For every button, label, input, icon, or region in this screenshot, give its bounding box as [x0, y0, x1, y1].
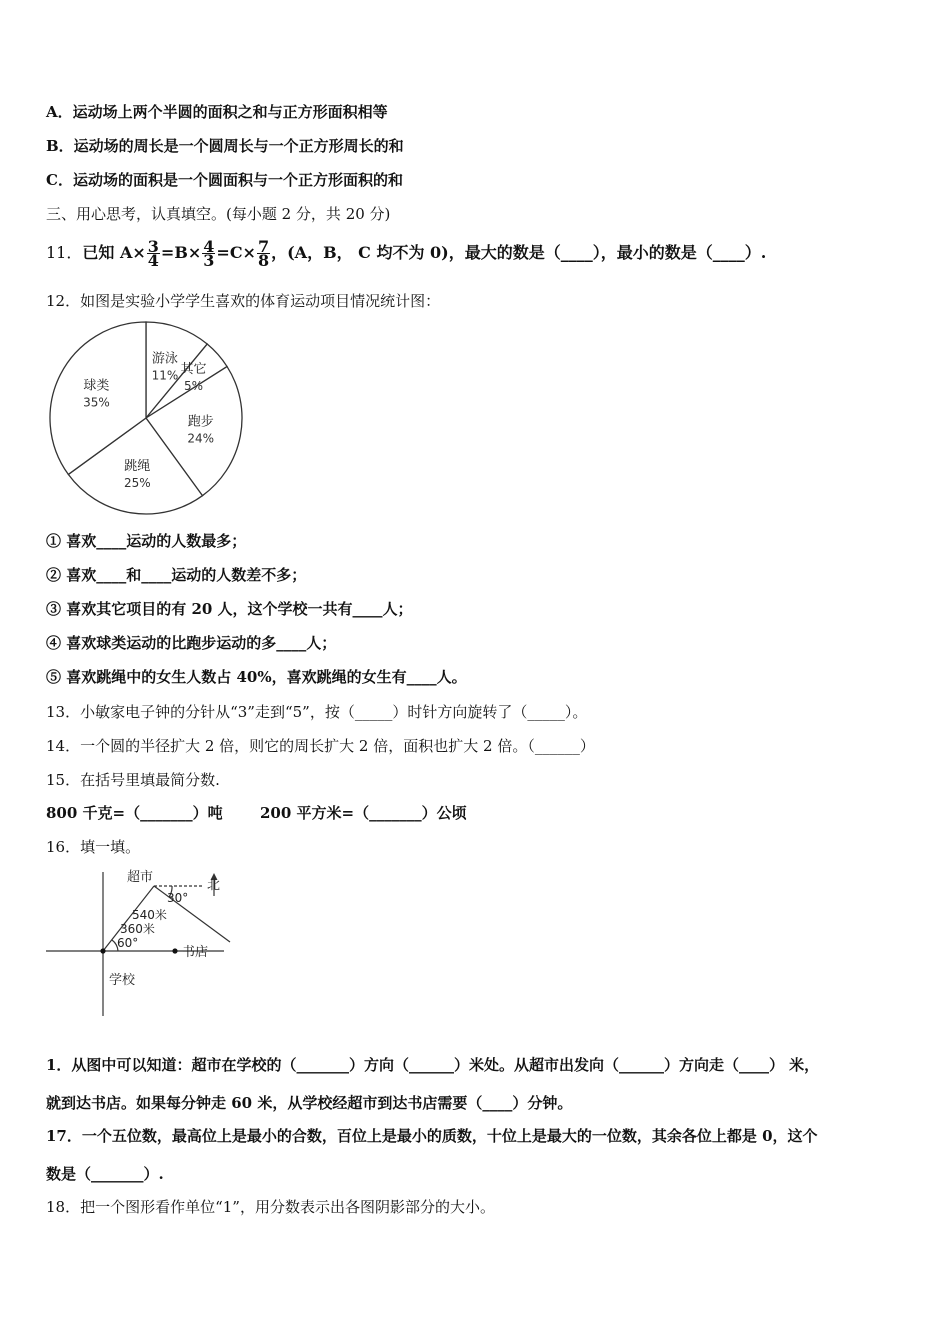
q11-mid2: =C× [216, 243, 256, 262]
pie-percent-1: 5% [183, 379, 204, 394]
q12-statement-3: ③ 喜欢其它项目的有 20 人，这个学校一共有____人； [46, 600, 413, 618]
q11-suffix: ，(A，B， C 均不为 0)，最大的数是（____），最小的数是（____）. [271, 243, 767, 262]
option-a: A．运动场上两个半圆的面积之和与正方形面积相等 [46, 103, 388, 121]
pie-percent-2: 24% [187, 431, 215, 446]
label-school: 学校 [109, 973, 136, 988]
bookstore-point [172, 948, 177, 953]
question-14: 14．一个圆的半径扩大 2 倍，则它的周长扩大 2 倍，面积也扩大 2 倍。（______） [46, 737, 595, 755]
label-360m: 360米 [120, 922, 155, 936]
label-angle-30: 30° [167, 891, 189, 905]
q11-mid1: =B× [160, 243, 202, 262]
pie-label-2: 跑步 [187, 414, 214, 430]
q11-f1-den: 4 [147, 251, 159, 270]
school-point [100, 948, 105, 953]
question-13: 13．小敏家电子钟的分针从“3”走到“5”，按（_____）时针方向旋转了（_____）。 [46, 703, 588, 721]
pie-label-1: 其它 [180, 362, 207, 378]
option-b: B．运动场的周长是一个圆周长与一个正方形周长的和 [46, 137, 404, 155]
label-540m: 540米 [132, 908, 167, 922]
pie-label-0: 游泳 [151, 351, 178, 367]
q11-f1-num: 3 [147, 237, 159, 256]
q12-statement-5: ⑤ 喜欢跳绳中的女生人数占 40%，喜欢跳绳的女生有____人。 [46, 668, 467, 686]
q17-line2: 数是（_______）. [46, 1165, 164, 1183]
q11-fraction-2 [202, 237, 215, 270]
q16-sub1-line1: 1．从图中可以知道：超市在学校的（_______）方向（______）米处。从超市出发向（______）方向走（____） 米， [46, 1056, 820, 1074]
q17-line1: 17．一个五位数，最高位上是最小的合数，百位上是最小的质数，十位上是最大的一位数，其余各位上都是 0，这个 [46, 1127, 818, 1145]
q11-f3-den: 8 [257, 251, 270, 270]
direction-map [44, 864, 244, 1020]
pie-percent-4: 35% [83, 395, 110, 410]
q11-f2-den: 3 [203, 251, 215, 270]
question-15: 15．在括号里填最简分数. [46, 771, 220, 789]
q15-item-a: 800 千克=（_______）吨 [46, 804, 223, 822]
option-c: C．运动场的面积是一个圆面积与一个正方形面积的和 [46, 171, 403, 189]
question-18: 18．把一个图形看作单位“1”，用分数表示出各图阴影部分的大小。 [46, 1198, 495, 1216]
q12-statement-1: ① 喜欢____运动的人数最多； [46, 532, 247, 550]
pie-label-4: 球类 [83, 378, 110, 394]
q15-item-b: 200 平方米=（_______）公顷 [260, 804, 467, 822]
section-heading: 三、用心思考，认真填空。(每小题 2 分，共 20 分) [46, 205, 391, 223]
label-angle-60: 60° [117, 936, 139, 950]
question-11 [46, 237, 767, 270]
pie-chart [46, 318, 246, 518]
question-16: 16．填一填。 [46, 838, 141, 856]
label-supermarket: 超市 [127, 870, 154, 885]
question-12: 12．如图是实验小学学生喜欢的体育运动项目情况统计图： [46, 292, 441, 310]
q12-statement-4: ④ 喜欢球类运动的比跑步运动的多____人； [46, 634, 337, 652]
pie-percent-0: 11% [151, 368, 179, 383]
q16-sub1-line2: 就到达书店。如果每分钟走 60 米，从学校经超市到达书店需要（____）分钟。 [46, 1094, 573, 1112]
q11-number: 11． [46, 243, 83, 262]
label-north: 北 [207, 878, 221, 893]
q11-f3-num: 7 [257, 237, 270, 256]
q11-fraction-1 [147, 237, 160, 270]
label-bookstore: 书店 [182, 945, 209, 960]
pie-label-3: 跳绳 [124, 459, 151, 474]
q11-prefix: 已知 A× [82, 243, 146, 262]
pie-percent-3: 25% [123, 476, 151, 490]
q12-statement-2: ② 喜欢____和____运动的人数差不多； [46, 566, 307, 584]
q11-fraction-3 [257, 237, 270, 270]
q11-f2-num: 4 [203, 237, 215, 256]
